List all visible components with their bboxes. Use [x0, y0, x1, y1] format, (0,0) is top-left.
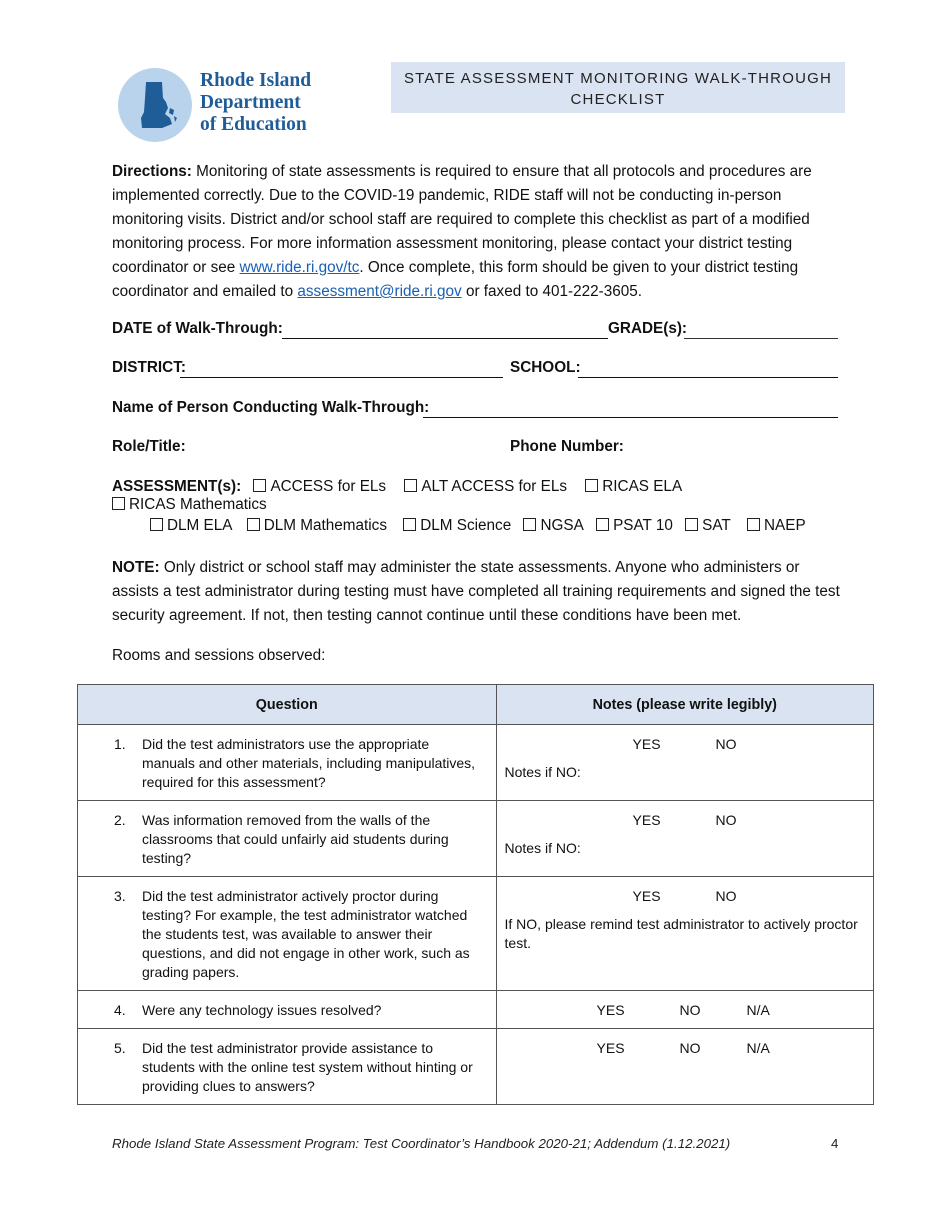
- notes-cell[interactable]: [496, 801, 873, 877]
- checkbox-label: DLM Science: [420, 517, 512, 534]
- checkbox-label: RICAS Mathematics: [129, 496, 267, 513]
- question-number: 5.: [114, 1040, 126, 1056]
- table-row: [78, 1029, 874, 1105]
- logo-line-1: Rhode Island: [200, 70, 312, 91]
- checkbox-dlm-ela[interactable]: [150, 517, 232, 535]
- table-row: [78, 877, 874, 991]
- question-cell: [78, 991, 497, 1029]
- directions-text-3: or faxed to 401-222-3605.: [461, 283, 642, 300]
- assessment-email-link[interactable]: assessment@ride.ri.gov: [297, 283, 462, 300]
- checkbox-label: ALT ACCESS for ELs: [421, 478, 567, 495]
- na-option[interactable]: N/A: [746, 1040, 770, 1056]
- directions-paragraph: [112, 160, 840, 304]
- school-field[interactable]: [578, 359, 838, 378]
- checkbox-icon: [404, 479, 417, 492]
- date-grade-row: [112, 320, 840, 344]
- checkbox-access-for-els[interactable]: [253, 478, 386, 496]
- checkbox-ricas-ela[interactable]: [585, 478, 682, 496]
- directions-text-1: Monitoring of state assessments is required to ensure that all protocols and procedures are implemented correctly. Due to the COVID-19 pandemic, RIDE staff will not be conducting in-person monitoring visits. District and/or school staff are required to complete this checklist as part of a modified monitoring process. For more information assessment monitoring, please contact your district testing coordinator or see: [112, 163, 812, 276]
- question-cell: [78, 801, 497, 877]
- table-row: [78, 801, 874, 877]
- notes-prompt: Notes if NO:: [504, 764, 581, 780]
- yes-option[interactable]: YES: [632, 888, 661, 904]
- table-row: [78, 991, 874, 1029]
- table-header-row: [78, 685, 874, 725]
- checkbox-icon: [403, 518, 416, 531]
- assessment-row-2: [150, 517, 850, 541]
- question-cell: [78, 877, 497, 991]
- grade-field[interactable]: [684, 320, 838, 339]
- question-text: Were any technology issues resolved?: [142, 1002, 382, 1018]
- checkbox-label: NAEP: [764, 517, 806, 534]
- person-row: [112, 399, 840, 423]
- checkbox-icon: [112, 497, 125, 510]
- checkbox-icon: [247, 518, 260, 531]
- person-field[interactable]: [423, 399, 838, 418]
- checkbox-label: SAT: [702, 517, 731, 534]
- table-row: [78, 725, 874, 801]
- district-label: DISTRICT:: [112, 359, 186, 376]
- checkbox-alt-access-for-els[interactable]: [404, 478, 567, 496]
- question-cell: [78, 725, 497, 801]
- checkbox-icon: [596, 518, 609, 531]
- phone-label: Phone Number:: [510, 438, 624, 455]
- checkbox-label: DLM Mathematics: [263, 517, 387, 534]
- note-paragraph: [112, 556, 840, 628]
- question-text: Did the test administrators use the appropriate manuals and other materials, including manipulatives, required for this assessment?: [142, 736, 476, 790]
- logo-line-3: of Education: [200, 114, 307, 135]
- checkbox-naep[interactable]: [747, 517, 806, 535]
- checkbox-icon: [585, 479, 598, 492]
- rhode-island-map-icon: [118, 68, 192, 142]
- yes-no-options: [505, 735, 865, 754]
- question-cell: [78, 1029, 497, 1105]
- yes-option[interactable]: YES: [632, 736, 661, 752]
- grade-label: GRADE(s):: [608, 320, 688, 337]
- assessment-row-1: [112, 478, 840, 513]
- checkbox-label: NGSA: [540, 517, 584, 534]
- date-label: DATE of Walk-Through:: [112, 320, 283, 337]
- checkbox-ricas-mathematics[interactable]: [112, 496, 267, 514]
- directions-label: Directions:: [112, 163, 192, 180]
- question-number: 1.: [114, 736, 126, 752]
- district-field[interactable]: [180, 359, 503, 378]
- question-text: Was information removed from the walls of the classrooms that could unfairly aid students during testing?: [142, 812, 449, 866]
- district-school-row: [112, 359, 840, 383]
- checklist-table: [77, 684, 874, 1105]
- na-option[interactable]: N/A: [746, 1002, 770, 1018]
- no-option[interactable]: NO: [715, 812, 737, 828]
- checkbox-label: ACCESS for ELs: [270, 478, 387, 495]
- checkbox-label: PSAT 10: [613, 517, 673, 534]
- directions-text-2: . Once complete, this form should be given to your district testing coordinator and emailed to: [112, 259, 799, 300]
- yes-option[interactable]: YES: [596, 1002, 625, 1018]
- checkbox-icon: [685, 518, 698, 531]
- note-text: Only district or school staff may administer the state assessments. Anyone who administers or assists a test administrator during testing must have completed all training requirements and signed the test security agreement. If not, then testing cannot continue until these conditions have been met.: [112, 559, 840, 624]
- no-option[interactable]: NO: [679, 1002, 701, 1018]
- checkbox-icon: [523, 518, 536, 531]
- notes-prompt: If NO, please remind test administrator to actively proctor test.: [504, 916, 858, 951]
- school-label: SCHOOL:: [510, 359, 581, 376]
- yes-no-na-options: [505, 1001, 865, 1020]
- page-number: 4: [831, 1136, 839, 1151]
- column-header-question: Question: [78, 685, 497, 725]
- assessment-label: ASSESSMENT(s):: [112, 478, 242, 495]
- yes-option[interactable]: YES: [632, 812, 661, 828]
- checkbox-icon: [150, 518, 163, 531]
- no-option[interactable]: NO: [715, 736, 737, 752]
- question-text: Did the test administrator actively proctor during testing? For example, the test administrator watched the students test, was available to answer their questions, and did not engage in other work, such as grading papers.: [142, 888, 470, 980]
- checkbox-label: DLM ELA: [167, 517, 233, 534]
- role-phone-row: [112, 438, 840, 462]
- yes-no-options: [505, 811, 865, 830]
- checkbox-dlm-mathematics[interactable]: [247, 517, 387, 535]
- notes-cell[interactable]: [496, 877, 873, 991]
- checkbox-label: RICAS ELA: [602, 478, 683, 495]
- role-label: Role/Title:: [112, 438, 186, 455]
- footer-text: Rhode Island State Assessment Program: Test Coordinator’s Handbook 2020-21; Addendum (1.12.2021): [112, 1136, 731, 1151]
- ride-logo: [118, 66, 358, 142]
- checkbox-sat[interactable]: [685, 517, 731, 535]
- yes-no-na-options: [505, 1039, 865, 1058]
- question-number: 2.: [114, 812, 126, 828]
- checkbox-psat-10[interactable]: [596, 517, 673, 535]
- checkbox-icon: [747, 518, 760, 531]
- person-label: Name of Person Conducting Walk-Through:: [112, 399, 430, 416]
- question-number: 4.: [114, 1002, 126, 1018]
- date-field[interactable]: [282, 320, 608, 339]
- notes-cell[interactable]: [496, 991, 873, 1029]
- ride-tc-link[interactable]: www.ride.ri.gov/tc: [239, 259, 360, 276]
- checkbox-icon: [253, 479, 266, 492]
- note-label: NOTE:: [112, 559, 160, 576]
- checkbox-ngsa[interactable]: [523, 517, 583, 535]
- logo-wordmark: [200, 70, 311, 136]
- question-text: Did the test administrator provide assistance to students with the online test system without hinting or providing clues to answers?: [142, 1040, 473, 1094]
- page-title: STATE ASSESSMENT MONITORING WALK-THROUGH CHECKLIST: [391, 62, 845, 113]
- notes-cell[interactable]: [496, 725, 873, 801]
- question-number: 3.: [114, 888, 126, 904]
- checkbox-dlm-science[interactable]: [403, 517, 511, 535]
- yes-option[interactable]: YES: [596, 1040, 625, 1056]
- yes-no-options: [505, 887, 865, 906]
- column-header-notes: Notes (please write legibly): [496, 685, 873, 725]
- notes-cell[interactable]: [496, 1029, 873, 1105]
- notes-prompt: Notes if NO:: [504, 840, 581, 856]
- logo-line-2: Department: [200, 92, 301, 113]
- rooms-label: Rooms and sessions observed:: [112, 647, 326, 664]
- no-option[interactable]: NO: [679, 1040, 701, 1056]
- no-option[interactable]: NO: [715, 888, 737, 904]
